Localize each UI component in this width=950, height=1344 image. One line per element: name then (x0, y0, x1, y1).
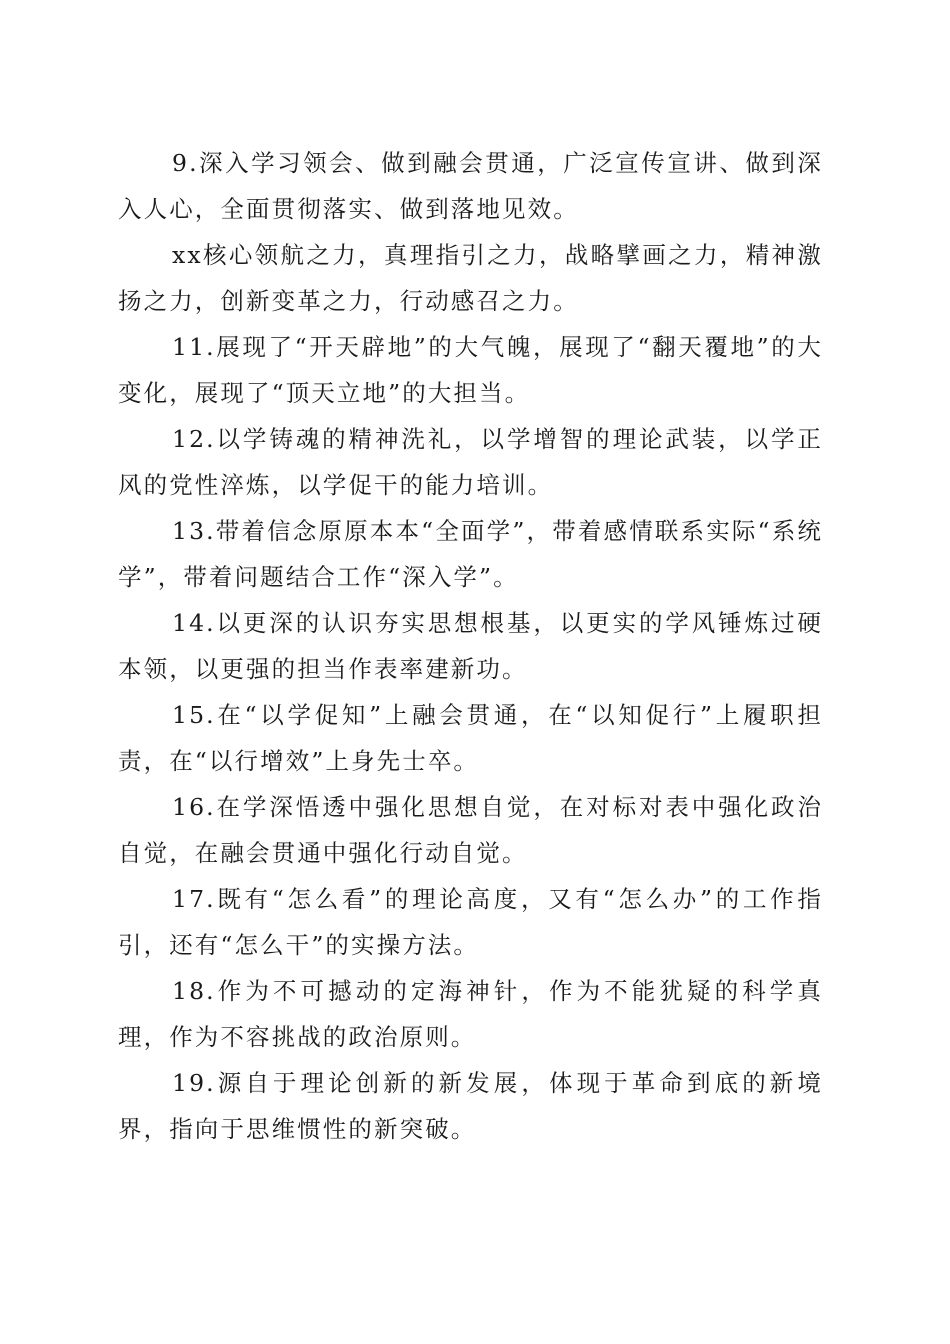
paragraph-11: 11.展现了“开天辟地”的大气魄，展现了“翻天覆地”的大变化，展现了“顶天立地”的大担当。 (118, 333, 823, 407)
paragraph-19: 19.源自于理论创新的新发展，体现于革命到底的新境界，指向于思维惯性的新突破。 (118, 1069, 823, 1143)
document-body (118, 140, 823, 1152)
paragraph-18: 18.作为不可撼动的定海神针，作为不能犹疑的科学真理，作为不容挑战的政治原则。 (118, 977, 823, 1051)
paragraph-12: 12.以学铸魂的精神洗礼，以学增智的理论武装，以学正风的党性淬炼，以学促干的能力培训。 (118, 425, 823, 499)
paragraph-10: xx核心领航之力，真理指引之力，战略擘画之力，精神激扬之力，创新变革之力，行动感召之力。 (118, 241, 823, 315)
paragraph-9: 9.深入学习领会、做到融会贯通，广泛宣传宣讲、做到深入人心，全面贯彻落实、做到落地见效。 (118, 149, 823, 223)
paragraph-15: 15.在“以学促知”上融会贯通，在“以知促行”上履职担责，在“以行增效”上身先士卒。 (118, 701, 823, 775)
paragraph-17: 17.既有“怎么看”的理论高度，又有“怎么办”的工作指引，还有“怎么干”的实操方法。 (118, 885, 823, 959)
paragraph-16: 16.在学深悟透中强化思想自觉，在对标对表中强化政治自觉，在融会贯通中强化行动自觉。 (118, 793, 823, 867)
paragraph-14: 14.以更深的认识夯实思想根基，以更实的学风锤炼过硬本领，以更强的担当作表率建新功。 (118, 609, 823, 683)
paragraph-13: 13.带着信念原原本本“全面学”，带着感情联系实际“系统学”，带着问题结合工作“深入学”。 (118, 517, 823, 591)
